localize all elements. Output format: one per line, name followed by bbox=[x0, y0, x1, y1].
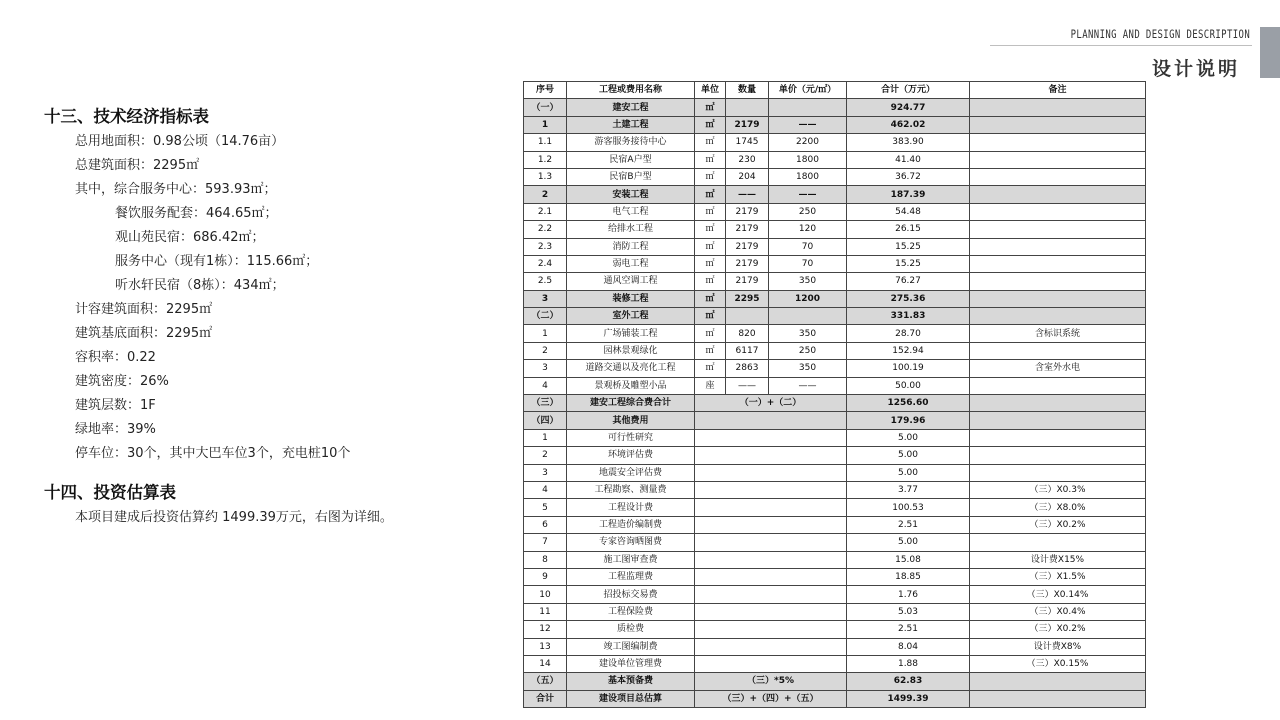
table-cell: 179.96 bbox=[847, 412, 970, 429]
section13-line: 停车位：30个，其中大巴车位3个，充电桩10个 bbox=[75, 446, 351, 461]
table-cell: ㎡ bbox=[695, 116, 726, 133]
table-cell bbox=[970, 308, 1146, 325]
table-cell: （三）X0.2% bbox=[970, 621, 1146, 638]
table-row bbox=[524, 447, 1146, 464]
table-cell bbox=[695, 638, 847, 655]
section14-line: 本项目建成后投资估算约 1499.39万元，右图为详细。 bbox=[75, 510, 393, 525]
table-cell: 工程监理费 bbox=[567, 568, 695, 585]
table-row bbox=[524, 116, 1146, 133]
table-row bbox=[524, 638, 1146, 655]
table-row bbox=[524, 290, 1146, 307]
table-row bbox=[524, 551, 1146, 568]
table-cell: 建设项目总估算 bbox=[567, 690, 695, 707]
table-cell: 5 bbox=[524, 499, 567, 516]
table-cell: 5.03 bbox=[847, 603, 970, 620]
table-cell: 1800 bbox=[769, 168, 847, 185]
table-row bbox=[524, 499, 1146, 516]
table-cell: 民宿A户型 bbox=[567, 151, 695, 168]
section13-line: 建筑密度：26% bbox=[75, 374, 169, 389]
table-cell: 1256.60 bbox=[847, 395, 970, 412]
table-cell: 350 bbox=[769, 273, 847, 290]
table-cell: 道路交通以及亮化工程 bbox=[567, 360, 695, 377]
section13-line: 听水轩民宿（8栋）：434㎡； bbox=[115, 278, 285, 293]
table-cell: 3 bbox=[524, 464, 567, 481]
table-cell: 3 bbox=[524, 360, 567, 377]
header-divider bbox=[990, 45, 1252, 46]
table-cell: 100.19 bbox=[847, 360, 970, 377]
table-cell: 装修工程 bbox=[567, 290, 695, 307]
table-row bbox=[524, 168, 1146, 185]
table-row bbox=[524, 621, 1146, 638]
table-cell: 2.2 bbox=[524, 221, 567, 238]
table-cell bbox=[726, 99, 769, 116]
table-cell: 1200 bbox=[769, 290, 847, 307]
section13-title: 十三、技术经济指标表 bbox=[44, 107, 209, 126]
table-cell: 152.94 bbox=[847, 342, 970, 359]
table-cell: 景观桥及雕塑小品 bbox=[567, 377, 695, 394]
table-cell: 1745 bbox=[726, 134, 769, 151]
table-cell: 383.90 bbox=[847, 134, 970, 151]
table-cell: 1 bbox=[524, 429, 567, 446]
table-cell: 6117 bbox=[726, 342, 769, 359]
table-cell bbox=[695, 534, 847, 551]
table-cell: 4 bbox=[524, 377, 567, 394]
table-cell bbox=[695, 447, 847, 464]
section13-line: 容积率：0.22 bbox=[75, 350, 156, 365]
table-cell: 1.3 bbox=[524, 168, 567, 185]
table-cell: 给排水工程 bbox=[567, 221, 695, 238]
table-cell: 924.77 bbox=[847, 99, 970, 116]
table-cell: 园林景观绿化 bbox=[567, 342, 695, 359]
section13-line: 其中，综合服务中心：593.93㎡； bbox=[75, 182, 277, 197]
table-cell: 建安工程综合费合计 bbox=[567, 395, 695, 412]
table-cell: ㎡ bbox=[695, 342, 726, 359]
table-cell: ㎡ bbox=[695, 134, 726, 151]
table-cell: 331.83 bbox=[847, 308, 970, 325]
table-cell: ㎡ bbox=[695, 273, 726, 290]
table-row bbox=[524, 151, 1146, 168]
table-cell: 4 bbox=[524, 481, 567, 498]
table-cell: 游客服务接待中心 bbox=[567, 134, 695, 151]
table-cell: 1 bbox=[524, 325, 567, 342]
table-cell: 2200 bbox=[769, 134, 847, 151]
table-row bbox=[524, 655, 1146, 672]
table-cell bbox=[695, 655, 847, 672]
table-cell: （三）X0.15% bbox=[970, 655, 1146, 672]
table-cell: 2179 bbox=[726, 273, 769, 290]
table-row bbox=[524, 464, 1146, 481]
table-cell: 专家咨询晒图费 bbox=[567, 534, 695, 551]
table-cell: ㎡ bbox=[695, 221, 726, 238]
table-cell: 5.00 bbox=[847, 429, 970, 446]
table-row bbox=[524, 481, 1146, 498]
table-cell: （三）X1.5% bbox=[970, 568, 1146, 585]
table-cell: 可行性研究 bbox=[567, 429, 695, 446]
table-cell bbox=[970, 203, 1146, 220]
table-cell: 通风空调工程 bbox=[567, 273, 695, 290]
table-row bbox=[524, 603, 1146, 620]
table-cell: 5.00 bbox=[847, 534, 970, 551]
table-cell: ㎡ bbox=[695, 151, 726, 168]
table-cell: ㎡ bbox=[695, 238, 726, 255]
left-text-panel bbox=[44, 104, 474, 530]
table-cell: 8 bbox=[524, 551, 567, 568]
investment-estimate-table bbox=[523, 81, 1146, 708]
table-cell: 15.08 bbox=[847, 551, 970, 568]
table-cell: 15.25 bbox=[847, 238, 970, 255]
table-cell: （四） bbox=[524, 412, 567, 429]
section13-line: 观山苑民宿：686.42㎡； bbox=[115, 230, 265, 245]
table-cell: 设计费X8% bbox=[970, 638, 1146, 655]
table-cell: 41.40 bbox=[847, 151, 970, 168]
table-cell: 地震安全评估费 bbox=[567, 464, 695, 481]
table-cell bbox=[695, 499, 847, 516]
table-cell bbox=[970, 412, 1146, 429]
table-cell: （三）X0.3% bbox=[970, 481, 1146, 498]
table-cell bbox=[970, 464, 1146, 481]
table-cell: （一）+（二） bbox=[695, 395, 847, 412]
table-cell: （五） bbox=[524, 673, 567, 690]
table-cell: （三）X0.4% bbox=[970, 603, 1146, 620]
table-cell: ㎡ bbox=[695, 308, 726, 325]
section13-line: 总建筑面积：2295㎡ bbox=[75, 158, 200, 173]
table-row bbox=[524, 412, 1146, 429]
table-cell bbox=[695, 621, 847, 638]
table-cell: （二） bbox=[524, 308, 567, 325]
table-cell: 250 bbox=[769, 203, 847, 220]
section13-line: 总用地面积：0.98公顷（14.76亩） bbox=[75, 134, 285, 149]
table-cell: 2.1 bbox=[524, 203, 567, 220]
table-cell: 2.3 bbox=[524, 238, 567, 255]
investment-table-wrapper bbox=[523, 81, 1146, 708]
table-cell bbox=[970, 429, 1146, 446]
section13-lines bbox=[44, 130, 474, 466]
table-body bbox=[524, 99, 1146, 708]
table-cell: 建设单位管理费 bbox=[567, 655, 695, 672]
table-row bbox=[524, 690, 1146, 707]
table-header-cell: 单位 bbox=[695, 82, 726, 99]
table-cell: ㎡ bbox=[695, 290, 726, 307]
table-cell: 电气工程 bbox=[567, 203, 695, 220]
table-cell: 合计 bbox=[524, 690, 567, 707]
table-cell bbox=[695, 586, 847, 603]
table-cell: 275.36 bbox=[847, 290, 970, 307]
table-cell bbox=[970, 99, 1146, 116]
table-cell: 2179 bbox=[726, 255, 769, 272]
table-cell: 50.00 bbox=[847, 377, 970, 394]
table-cell: 1.1 bbox=[524, 134, 567, 151]
table-cell: 竣工图编制费 bbox=[567, 638, 695, 655]
table-cell: 350 bbox=[769, 325, 847, 342]
table-cell: 安装工程 bbox=[567, 186, 695, 203]
table-cell: 5.00 bbox=[847, 447, 970, 464]
table-cell: 28.70 bbox=[847, 325, 970, 342]
table-cell bbox=[970, 116, 1146, 133]
table-cell: —— bbox=[726, 186, 769, 203]
table-cell: ㎡ bbox=[695, 168, 726, 185]
table-cell: （一） bbox=[524, 99, 567, 116]
table-cell: 9 bbox=[524, 568, 567, 585]
table-header-cell: 数量 bbox=[726, 82, 769, 99]
table-cell: 广场铺装工程 bbox=[567, 325, 695, 342]
table-row bbox=[524, 377, 1146, 394]
table-header-cell: 序号 bbox=[524, 82, 567, 99]
table-row bbox=[524, 516, 1146, 533]
table-cell: 70 bbox=[769, 255, 847, 272]
table-cell: 含标识系统 bbox=[970, 325, 1146, 342]
table-cell: 76.27 bbox=[847, 273, 970, 290]
table-row bbox=[524, 238, 1146, 255]
table-cell: （三）X0.2% bbox=[970, 516, 1146, 533]
table-cell: 15.25 bbox=[847, 255, 970, 272]
table-cell: 工程勘察、测量费 bbox=[567, 481, 695, 498]
table-cell: 230 bbox=[726, 151, 769, 168]
table-cell: 350 bbox=[769, 360, 847, 377]
table-cell: 1.76 bbox=[847, 586, 970, 603]
table-header-cell: 备注 bbox=[970, 82, 1146, 99]
table-cell: 14 bbox=[524, 655, 567, 672]
table-cell: 2863 bbox=[726, 360, 769, 377]
section13-line: 计容建筑面积：2295㎡ bbox=[75, 302, 213, 317]
table-row bbox=[524, 134, 1146, 151]
table-cell: ㎡ bbox=[695, 325, 726, 342]
section13-line: 餐饮服务配套：464.65㎡； bbox=[115, 206, 278, 221]
table-cell: 工程设计费 bbox=[567, 499, 695, 516]
table-cell: 7 bbox=[524, 534, 567, 551]
table-cell: 12 bbox=[524, 621, 567, 638]
table-cell bbox=[695, 412, 847, 429]
table-row bbox=[524, 99, 1146, 116]
table-row bbox=[524, 395, 1146, 412]
table-cell: 设计费X15% bbox=[970, 551, 1146, 568]
table-cell: 26.15 bbox=[847, 221, 970, 238]
table-cell: 18.85 bbox=[847, 568, 970, 585]
table-cell: 13 bbox=[524, 638, 567, 655]
table-row bbox=[524, 186, 1146, 203]
table-cell: 其他费用 bbox=[567, 412, 695, 429]
table-cell: 8.04 bbox=[847, 638, 970, 655]
table-cell: 3.77 bbox=[847, 481, 970, 498]
table-cell: 5.00 bbox=[847, 464, 970, 481]
table-cell: 弱电工程 bbox=[567, 255, 695, 272]
table-cell: 11 bbox=[524, 603, 567, 620]
table-row bbox=[524, 360, 1146, 377]
table-cell: 1.2 bbox=[524, 151, 567, 168]
table-row bbox=[524, 325, 1146, 342]
table-cell bbox=[970, 290, 1146, 307]
table-cell bbox=[695, 603, 847, 620]
table-cell: 10 bbox=[524, 586, 567, 603]
table-cell: 建安工程 bbox=[567, 99, 695, 116]
table-cell: —— bbox=[769, 116, 847, 133]
table-cell: 462.02 bbox=[847, 116, 970, 133]
table-cell: 3 bbox=[524, 290, 567, 307]
table-row bbox=[524, 342, 1146, 359]
table-cell: ㎡ bbox=[695, 99, 726, 116]
table-cell: （三）+（四）+（五） bbox=[695, 690, 847, 707]
table-cell: ㎡ bbox=[695, 186, 726, 203]
table-cell: （三） bbox=[524, 395, 567, 412]
table-cell: 土建工程 bbox=[567, 116, 695, 133]
header-english-title: PLANNING AND DESIGN DESCRIPTION bbox=[1070, 27, 1250, 41]
table-row bbox=[524, 429, 1146, 446]
table-header-cell: 工程或费用名称 bbox=[567, 82, 695, 99]
table-cell: 招投标交易费 bbox=[567, 586, 695, 603]
table-row bbox=[524, 273, 1146, 290]
table-header-cell: 合计（万元） bbox=[847, 82, 970, 99]
table-cell: 187.39 bbox=[847, 186, 970, 203]
table-cell: （三）*5% bbox=[695, 673, 847, 690]
table-cell: 100.53 bbox=[847, 499, 970, 516]
table-cell: 6 bbox=[524, 516, 567, 533]
table-cell: 2179 bbox=[726, 116, 769, 133]
table-cell bbox=[970, 395, 1146, 412]
table-cell: 2179 bbox=[726, 221, 769, 238]
table-cell bbox=[970, 255, 1146, 272]
table-cell: 消防工程 bbox=[567, 238, 695, 255]
section14-lines bbox=[44, 506, 474, 530]
table-cell: 62.83 bbox=[847, 673, 970, 690]
table-cell: 1800 bbox=[769, 151, 847, 168]
table-cell bbox=[970, 186, 1146, 203]
table-cell bbox=[970, 134, 1146, 151]
table-cell: ㎡ bbox=[695, 203, 726, 220]
table-cell: 120 bbox=[769, 221, 847, 238]
table-row bbox=[524, 255, 1146, 272]
table-row bbox=[524, 673, 1146, 690]
table-cell: 工程保险费 bbox=[567, 603, 695, 620]
table-cell bbox=[970, 273, 1146, 290]
table-cell: 1.88 bbox=[847, 655, 970, 672]
table-cell: ㎡ bbox=[695, 255, 726, 272]
table-row bbox=[524, 221, 1146, 238]
table-cell bbox=[970, 221, 1146, 238]
table-cell: 座 bbox=[695, 377, 726, 394]
table-cell: 工程造价编制费 bbox=[567, 516, 695, 533]
table-cell: 2 bbox=[524, 447, 567, 464]
table-cell: 民宿B户型 bbox=[567, 168, 695, 185]
table-cell: 含室外水电 bbox=[970, 360, 1146, 377]
table-cell: —— bbox=[769, 377, 847, 394]
table-cell: 基本预备费 bbox=[567, 673, 695, 690]
table-cell bbox=[970, 238, 1146, 255]
table-cell: （三）X0.14% bbox=[970, 586, 1146, 603]
table-cell bbox=[695, 551, 847, 568]
table-header-row bbox=[524, 82, 1146, 99]
table-cell: 820 bbox=[726, 325, 769, 342]
table-cell bbox=[695, 516, 847, 533]
section13-line: 服务中心（现有1栋）：115.66㎡； bbox=[115, 254, 319, 269]
table-cell bbox=[695, 464, 847, 481]
table-cell: 2295 bbox=[726, 290, 769, 307]
table-cell: 2 bbox=[524, 342, 567, 359]
section13-line: 建筑层数：1F bbox=[75, 398, 156, 413]
table-cell: （三）X8.0% bbox=[970, 499, 1146, 516]
table-cell: 2 bbox=[524, 186, 567, 203]
table-cell bbox=[769, 308, 847, 325]
table-cell bbox=[695, 568, 847, 585]
table-cell: —— bbox=[769, 186, 847, 203]
table-cell: 70 bbox=[769, 238, 847, 255]
section13-line: 建筑基底面积：2295㎡ bbox=[75, 326, 213, 341]
table-cell: 质检费 bbox=[567, 621, 695, 638]
table-row bbox=[524, 203, 1146, 220]
table-row bbox=[524, 308, 1146, 325]
table-cell: 2.51 bbox=[847, 621, 970, 638]
table-cell: ㎡ bbox=[695, 360, 726, 377]
table-cell: 室外工程 bbox=[567, 308, 695, 325]
table-row bbox=[524, 534, 1146, 551]
table-cell bbox=[970, 377, 1146, 394]
table-cell: 36.72 bbox=[847, 168, 970, 185]
table-cell bbox=[695, 481, 847, 498]
table-cell: 1499.39 bbox=[847, 690, 970, 707]
table-cell bbox=[970, 447, 1146, 464]
table-cell: 250 bbox=[769, 342, 847, 359]
table-cell: 2.4 bbox=[524, 255, 567, 272]
table-cell bbox=[970, 673, 1146, 690]
table-cell: 2179 bbox=[726, 238, 769, 255]
table-cell: 54.48 bbox=[847, 203, 970, 220]
table-cell bbox=[970, 690, 1146, 707]
section13-line: 绿地率：39% bbox=[75, 422, 156, 437]
table-cell bbox=[726, 308, 769, 325]
header-chinese-title: 设计说明 bbox=[1151, 58, 1240, 80]
table-cell bbox=[970, 534, 1146, 551]
table-row bbox=[524, 586, 1146, 603]
table-cell bbox=[970, 168, 1146, 185]
header-accent-bar bbox=[1260, 27, 1280, 78]
table-cell: 2.51 bbox=[847, 516, 970, 533]
table-cell: 环境评估费 bbox=[567, 447, 695, 464]
table-cell: 1 bbox=[524, 116, 567, 133]
table-cell bbox=[970, 151, 1146, 168]
table-cell: 施工图审查费 bbox=[567, 551, 695, 568]
table-row bbox=[524, 568, 1146, 585]
table-header-cell: 单价（元/㎡） bbox=[769, 82, 847, 99]
table-cell: 2179 bbox=[726, 203, 769, 220]
section14-title: 十四、投资估算表 bbox=[44, 483, 176, 502]
table-cell: 2.5 bbox=[524, 273, 567, 290]
table-cell bbox=[970, 342, 1146, 359]
table-cell: —— bbox=[726, 377, 769, 394]
table-cell bbox=[769, 99, 847, 116]
table-cell bbox=[695, 429, 847, 446]
table-cell: 204 bbox=[726, 168, 769, 185]
